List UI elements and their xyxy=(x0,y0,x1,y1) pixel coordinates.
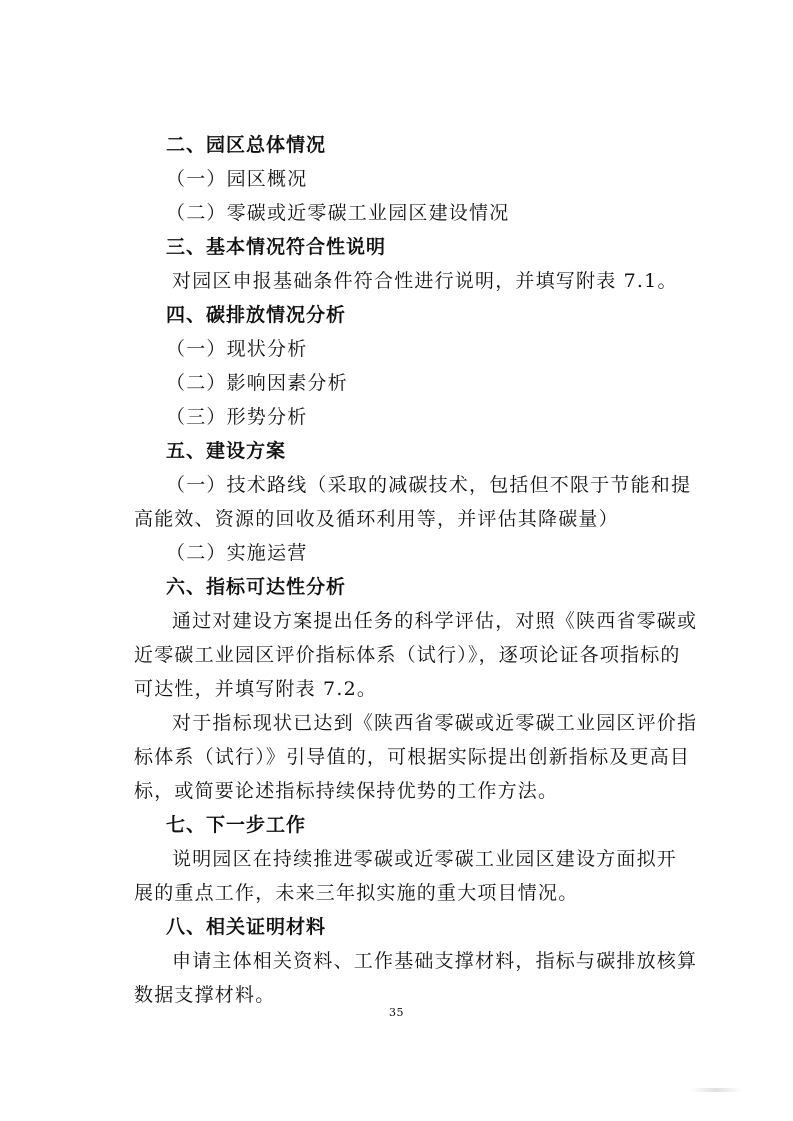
paragraph-6a-line-1: 通过对建设方案提出任务的科学评估，对照《陕西省零碳或 xyxy=(172,610,698,632)
paragraph-6b-line-2: 标体系（试行）》引导值的，可根据实际提出创新指标及更高目 xyxy=(134,746,691,768)
section-heading-7: 七、下一步工作 xyxy=(166,814,307,836)
scan-artifact xyxy=(690,1088,742,1092)
subsection-4-2: （二）影响因素分析 xyxy=(166,372,348,394)
section-heading-4: 四、碳排放情况分析 xyxy=(166,304,347,326)
paragraph-8-line-2: 数据支撑材料。 xyxy=(134,984,276,1006)
paragraph-6a-line-3: 可达性，并填写附表 7.2。 xyxy=(134,678,378,700)
subsection-4-1: （一）现状分析 xyxy=(166,338,308,360)
subsection-2-1: （一）园区概况 xyxy=(166,168,308,190)
paragraph-7-line-1: 说明园区在持续推进零碳或近零碳工业园区建设方面拟开 xyxy=(172,848,678,870)
section-heading-2: 二、园区总体情况 xyxy=(166,134,327,156)
subsection-5-1-continued: 高能效、资源的回收及循环利用等，并评估其降碳量） xyxy=(134,508,619,530)
subsection-2-2: （二）零碳或近零碳工业园区建设情况 xyxy=(166,202,510,224)
paragraph-8-line-1: 申请主体相关资料、工作基础支撑材料，指标与碳排放核算 xyxy=(172,950,698,972)
section-heading-6: 六、指标可达性分析 xyxy=(166,576,347,598)
section-heading-5: 五、建设方案 xyxy=(166,440,287,462)
page-number: 35 xyxy=(389,1006,404,1019)
subsection-4-3: （三）形势分析 xyxy=(166,406,308,428)
section-heading-3: 三、基本情况符合性说明 xyxy=(166,236,387,258)
subsection-5-2: （二）实施运营 xyxy=(166,542,308,564)
paragraph-6a-line-2: 近零碳工业园区评价指标体系（试行）》，逐项论证各项指标的 xyxy=(134,644,681,666)
paragraph-6b-line-3: 标，或简要论述指标持续保持优势的工作方法。 xyxy=(134,780,559,802)
paragraph-3: 对园区申报基础条件符合性进行说明，并填写附表 7.1。 xyxy=(172,270,678,292)
subsection-5-1: （一）技术路线（采取的减碳技术，包括但不限于节能和提 xyxy=(166,474,692,496)
section-heading-8: 八、相关证明材料 xyxy=(166,916,327,938)
paragraph-6b-line-1: 对于指标现状已达到《陕西省零碳或近零碳工业园区评价指 xyxy=(172,712,698,734)
paragraph-7-line-2: 展的重点工作，未来三年拟实施的重大项目情况。 xyxy=(134,882,579,904)
document-body xyxy=(134,128,698,1012)
